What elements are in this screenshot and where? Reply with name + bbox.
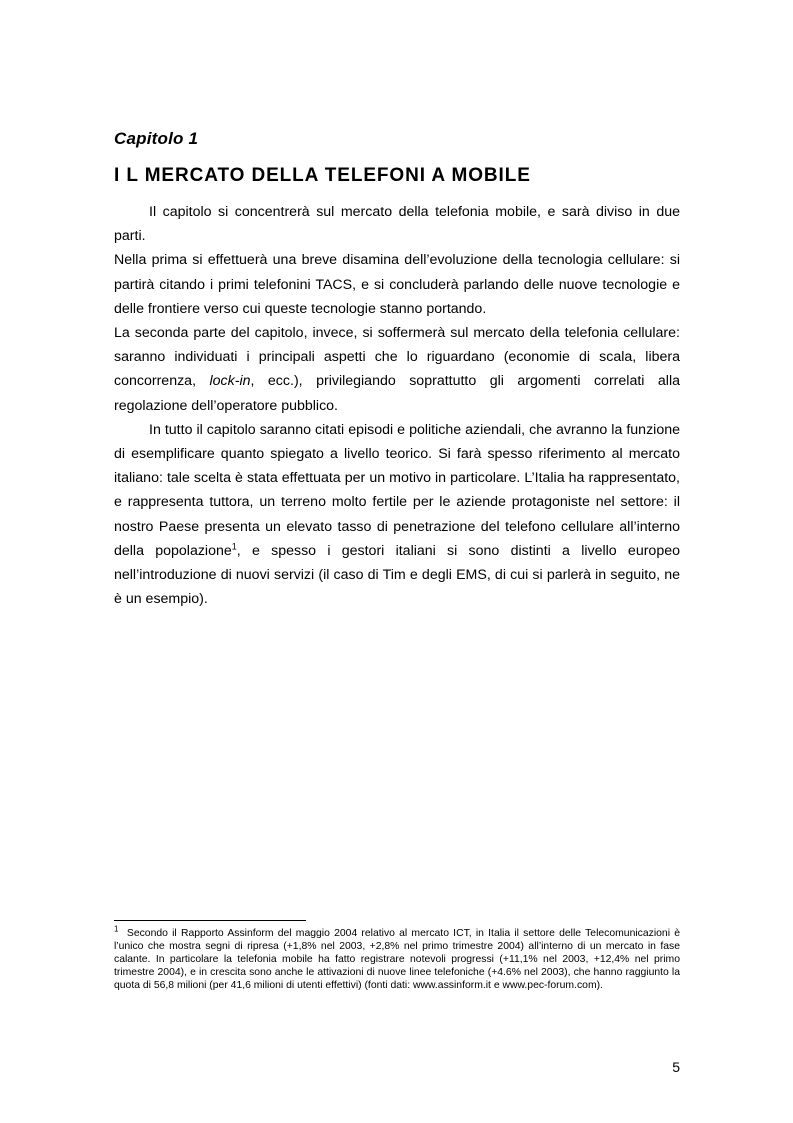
page-number: 5 (672, 1059, 680, 1075)
body-text (114, 200, 680, 611)
paragraph-4-text-end: , e spesso i gestori italiani si sono distinti a livello europeo nell’introduzione di nuovi servizi (il caso di Tim e degli EMS, di cui si parlerà in seguito, ne è un esempio). (114, 542, 680, 608)
paragraph-3-text-start: La seconda parte del capitolo, invece, si soffermerà sul mercato della telefonia cellulare: saranno individuati i principali aspetti che lo riguardano (economie di scala, libera concorrenza, (114, 325, 680, 390)
footnote-reference[interactable]: 1 (231, 541, 237, 552)
paragraph-3-text-end: , ecc.), privilegiando soprattutto gli argomenti correlati alla regolazione dell’operatore pubblico. (114, 373, 680, 414)
paragraph-4 (114, 418, 680, 612)
paragraph-2: Nella prima si effettuerà una breve disamina dell’evoluzione della tecnologia cellulare: si partirà citando i primi telefonini TACS, e si concluderà parlando delle nuove tecnologie e delle frontiere verso cui queste tecnologie stanno portando. (114, 252, 680, 317)
footnote-marker: 1 (114, 924, 119, 934)
paragraph-4-text-start: In tutto il capitolo saranno citati episodi e politiche aziendali, che avranno la funzione di esemplificare quanto spiegato a livello teorico. Si farà spesso riferimento al mercato italiano: tale scelta è stata effettuata per un motivo in particolare. L’Italia ha rappresentato, e rappresenta tuttora, un terreno molto fertile per le aziende protagoniste nel settore: il nostro Paese presenta un elevato tasso di penetrazione del telefono cellulare all’interno della popolazione (114, 421, 680, 559)
chapter-label: Capitolo 1 (114, 129, 199, 148)
footnote-text: Secondo il Rapporto Assinform del maggio 2004 relativo al mercato ICT, in Italia il settore delle Telecomunicazioni è l’unico che mostra segni di ripresa (+1,8% nel 2003, +2,8% nel primo trimestre 2004) all’interno di un mercato in fase calante. In particolare la telefonia mobile ha fatto registrare notevoli progressi (+11,1% nel 2003, +12,4% nel primo trimestre 2004), e in crescita sono anche le attivazioni di nuove linee telefoniche (+4.6% nel 2003), che hanno raggiunto la quota di 56,8 milioni (per 41,6 milioni di utenti effettivi) (fonti dati: www.assinform.it e www.pec-forum.com). (114, 928, 680, 992)
paragraph-3-italic-term: lock-in (209, 373, 251, 390)
chapter-title: I L MERCATO DELLA TELEFONI A MOBILE (114, 165, 531, 186)
paragraph-3 (114, 321, 680, 418)
footnote (114, 924, 680, 992)
footnote-divider (114, 920, 306, 921)
paragraph-1: Il capitolo si concentrerà sul mercato della telefonia mobile, e sarà diviso in due parti. (114, 204, 680, 245)
